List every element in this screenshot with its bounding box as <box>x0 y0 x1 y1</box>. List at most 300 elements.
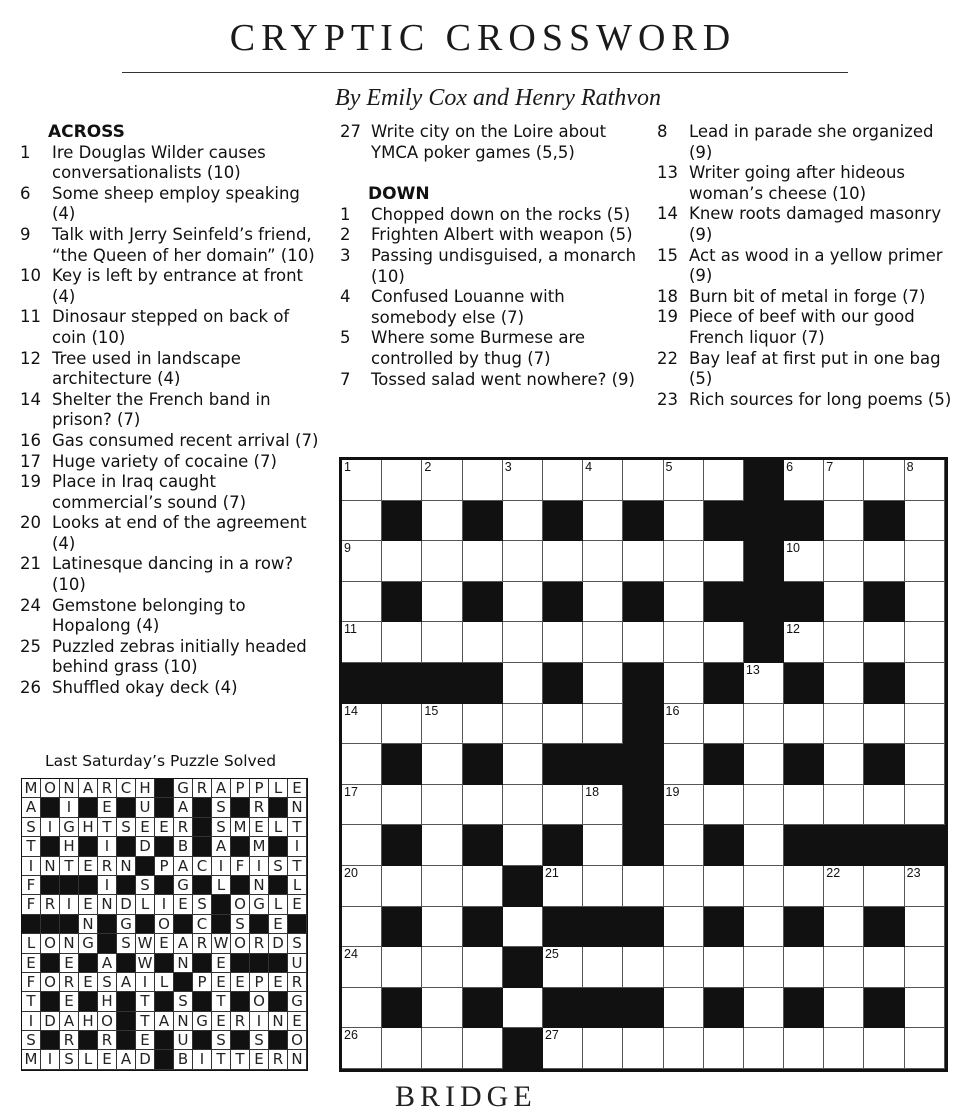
answer-cell[interactable] <box>905 785 945 826</box>
answer-cell[interactable] <box>864 622 904 663</box>
solved-letter-cell: O <box>41 973 60 992</box>
answer-cell[interactable] <box>583 825 623 866</box>
answer-cell[interactable] <box>342 704 382 745</box>
answer-cell[interactable] <box>784 622 824 663</box>
answer-cell[interactable] <box>905 744 945 785</box>
answer-cell[interactable] <box>342 501 382 542</box>
solved-black-cell <box>41 1031 60 1050</box>
answer-cell[interactable] <box>744 785 784 826</box>
solved-letter-cell: A <box>79 779 98 798</box>
solved-letter-cell: I <box>288 837 307 856</box>
across-heading: ACROSS <box>48 122 125 142</box>
answer-cell[interactable] <box>342 947 382 988</box>
black-square <box>543 582 583 623</box>
solved-black-cell <box>212 895 231 914</box>
answer-cell[interactable] <box>422 622 462 663</box>
across-clue[interactable] <box>20 678 320 699</box>
answer-cell[interactable] <box>503 744 543 785</box>
answer-cell[interactable] <box>422 866 462 907</box>
answer-cell[interactable] <box>463 785 503 826</box>
answer-cell[interactable] <box>342 582 382 623</box>
answer-cell[interactable] <box>382 866 422 907</box>
answer-cell[interactable] <box>463 947 503 988</box>
answer-cell[interactable] <box>664 704 704 745</box>
solved-letter-cell: T <box>212 1050 231 1069</box>
solved-letter-cell: N <box>41 857 60 876</box>
answer-cell[interactable] <box>864 866 904 907</box>
answer-cell[interactable] <box>583 541 623 582</box>
answer-cell[interactable] <box>422 704 462 745</box>
answer-cell[interactable] <box>864 541 904 582</box>
answer-cell[interactable] <box>905 460 945 501</box>
answer-cell[interactable] <box>864 947 904 988</box>
solved-black-cell <box>288 915 307 934</box>
answer-cell[interactable] <box>382 704 422 745</box>
solved-black-cell <box>193 837 212 856</box>
answer-cell[interactable] <box>342 1028 382 1069</box>
across-clue[interactable] <box>20 266 320 307</box>
black-square <box>784 582 824 623</box>
answer-cell[interactable] <box>824 785 864 826</box>
solved-letter-cell: H <box>79 1012 98 1031</box>
across-clue[interactable] <box>20 637 320 678</box>
answer-cell[interactable] <box>744 663 784 704</box>
answer-cell[interactable] <box>422 988 462 1029</box>
answer-cell[interactable] <box>342 988 382 1029</box>
answer-cell[interactable] <box>824 704 864 745</box>
solved-black-cell <box>41 876 60 895</box>
answer-cell[interactable] <box>503 825 543 866</box>
answer-cell[interactable] <box>503 785 543 826</box>
answer-cell[interactable] <box>784 704 824 745</box>
black-square <box>784 825 824 866</box>
solved-letter-cell: M <box>231 818 250 837</box>
solved-letter-cell: W <box>136 934 155 953</box>
answer-cell[interactable] <box>824 744 864 785</box>
crossword-grid[interactable] <box>339 457 948 1072</box>
answer-cell[interactable] <box>503 907 543 948</box>
clue-number: 19 <box>657 307 678 327</box>
solved-letter-cell: E <box>288 779 307 798</box>
answer-cell[interactable] <box>422 541 462 582</box>
answer-cell[interactable] <box>382 785 422 826</box>
answer-cell[interactable] <box>905 988 945 1029</box>
clue-text: Latinesque dancing in a row? (10) <box>52 554 294 595</box>
cell-number: 13 <box>745 662 760 677</box>
answer-cell[interactable] <box>503 501 543 542</box>
solved-letter-cell: I <box>60 798 79 817</box>
answer-cell[interactable] <box>824 622 864 663</box>
solved-letter-cell: S <box>174 992 193 1011</box>
solved-letter-cell: E <box>98 798 117 817</box>
clue-number: 5 <box>340 328 351 348</box>
solved-black-cell <box>269 992 288 1011</box>
solved-black-cell <box>155 779 174 798</box>
answer-cell[interactable] <box>422 582 462 623</box>
answer-cell[interactable] <box>664 460 704 501</box>
answer-cell[interactable] <box>824 1028 864 1069</box>
solved-letter-cell: T <box>231 1050 250 1069</box>
solved-letter-cell: A <box>22 798 41 817</box>
black-square <box>382 663 422 704</box>
solved-letter-cell: F <box>22 876 41 895</box>
down-clue[interactable] <box>340 328 640 369</box>
answer-cell[interactable] <box>342 541 382 582</box>
clue-text: Talk with Jerry Seinfeld’s friend, “the Queen of her domain” (10) <box>52 224 315 265</box>
across-clue[interactable] <box>20 225 320 266</box>
answer-cell[interactable] <box>824 988 864 1029</box>
solved-letter-cell: G <box>60 818 79 837</box>
answer-cell[interactable] <box>422 785 462 826</box>
solved-black-cell <box>155 876 174 895</box>
answer-cell[interactable] <box>905 947 945 988</box>
answer-cell[interactable] <box>583 582 623 623</box>
answer-cell[interactable] <box>824 947 864 988</box>
cell-number: 5 <box>665 460 673 474</box>
down-clue[interactable] <box>657 122 957 163</box>
answer-cell[interactable] <box>583 460 623 501</box>
answer-cell[interactable] <box>664 988 704 1029</box>
answer-cell[interactable] <box>422 744 462 785</box>
solved-letter-cell: A <box>60 1012 79 1031</box>
down-clue[interactable] <box>340 225 640 246</box>
answer-cell[interactable] <box>342 907 382 948</box>
answer-cell[interactable] <box>664 541 704 582</box>
answer-cell[interactable] <box>744 907 784 948</box>
answer-cell[interactable] <box>664 1028 704 1069</box>
answer-cell[interactable] <box>623 541 663 582</box>
black-square <box>623 744 663 785</box>
answer-cell[interactable] <box>422 825 462 866</box>
solved-black-cell <box>155 798 174 817</box>
answer-cell[interactable] <box>583 785 623 826</box>
solved-letter-cell: L <box>212 876 231 895</box>
solved-letter-cell: S <box>136 876 155 895</box>
solved-letter-cell: G <box>288 992 307 1011</box>
black-square <box>543 744 583 785</box>
solved-letter-cell: M <box>250 837 269 856</box>
answer-cell[interactable] <box>664 501 704 542</box>
answer-cell[interactable] <box>704 785 744 826</box>
answer-cell[interactable] <box>583 663 623 704</box>
across-clue[interactable] <box>20 513 320 554</box>
solved-letter-cell: R <box>98 779 117 798</box>
answer-cell[interactable] <box>824 501 864 542</box>
answer-cell[interactable] <box>583 1028 623 1069</box>
solved-black-cell <box>212 915 231 934</box>
cell-number: 12 <box>786 622 800 637</box>
answer-cell[interactable] <box>744 744 784 785</box>
solved-letter-cell: I <box>193 1050 212 1069</box>
answer-cell[interactable] <box>905 704 945 745</box>
clues-column-middle <box>340 122 640 390</box>
clue-text: Ire Douglas Wilder causes conversationalists (10) <box>52 142 266 183</box>
solved-black-cell <box>117 954 136 973</box>
cell-number: 21 <box>544 865 559 880</box>
answer-cell[interactable] <box>503 622 543 663</box>
answer-cell[interactable] <box>543 460 583 501</box>
answer-cell[interactable] <box>503 988 543 1029</box>
across-clue[interactable] <box>20 431 320 452</box>
answer-cell[interactable] <box>463 866 503 907</box>
answer-cell[interactable] <box>824 663 864 704</box>
black-square <box>824 825 864 866</box>
answer-cell[interactable] <box>704 704 744 745</box>
across-clue[interactable] <box>20 143 320 184</box>
clue-number: 8 <box>657 122 668 141</box>
answer-cell[interactable] <box>583 622 623 663</box>
solved-letter-cell: S <box>117 934 136 953</box>
answer-cell[interactable] <box>342 744 382 785</box>
across-clue[interactable] <box>20 349 320 390</box>
down-clue[interactable] <box>657 163 957 204</box>
answer-cell[interactable] <box>623 866 663 907</box>
solved-letter-cell: M <box>22 779 41 798</box>
answer-cell[interactable] <box>503 704 543 745</box>
down-clue[interactable] <box>340 205 640 226</box>
across-clue[interactable] <box>20 554 320 595</box>
answer-cell[interactable] <box>704 541 744 582</box>
answer-cell[interactable] <box>422 907 462 948</box>
answer-cell[interactable] <box>784 947 824 988</box>
answer-cell[interactable] <box>463 1028 503 1069</box>
answer-cell[interactable] <box>864 460 904 501</box>
solved-letter-cell: P <box>231 779 250 798</box>
solved-letter-cell: L <box>269 895 288 914</box>
answer-cell[interactable] <box>342 622 382 663</box>
black-square <box>623 785 663 826</box>
answer-cell[interactable] <box>664 825 704 866</box>
answer-cell[interactable] <box>744 825 784 866</box>
solved-letter-cell: O <box>98 1012 117 1031</box>
answer-cell[interactable] <box>704 1028 744 1069</box>
clue-number: 9 <box>20 224 31 244</box>
black-square <box>864 501 904 542</box>
answer-cell[interactable] <box>664 582 704 623</box>
across-clue[interactable] <box>20 307 320 348</box>
answer-cell[interactable] <box>543 1028 583 1069</box>
answer-cell[interactable] <box>824 460 864 501</box>
answer-cell[interactable] <box>784 1028 824 1069</box>
across-clue[interactable] <box>20 472 320 513</box>
answer-cell[interactable] <box>744 947 784 988</box>
down-clue[interactable] <box>657 287 957 308</box>
answer-cell[interactable] <box>623 947 663 988</box>
answer-cell[interactable] <box>664 907 704 948</box>
answer-cell[interactable] <box>824 866 864 907</box>
answer-cell[interactable] <box>382 947 422 988</box>
answer-cell[interactable] <box>824 541 864 582</box>
answer-cell[interactable] <box>422 460 462 501</box>
solved-letter-cell: C <box>193 857 212 876</box>
down-clue[interactable] <box>340 370 640 391</box>
solved-letter-cell: E <box>269 915 288 934</box>
answer-cell[interactable] <box>543 947 583 988</box>
answer-cell[interactable] <box>905 622 945 663</box>
answer-cell[interactable] <box>543 785 583 826</box>
solved-letter-cell: S <box>212 1031 231 1050</box>
down-clue[interactable] <box>657 307 957 348</box>
solved-letter-cell: I <box>22 1012 41 1031</box>
answer-cell[interactable] <box>744 1028 784 1069</box>
answer-cell[interactable] <box>583 704 623 745</box>
across-clue[interactable] <box>20 596 320 637</box>
solved-black-cell <box>155 992 174 1011</box>
answer-cell[interactable] <box>824 907 864 948</box>
answer-cell[interactable] <box>905 1028 945 1069</box>
clue-text: Chopped down on the rocks (5) <box>371 204 631 224</box>
answer-cell[interactable] <box>583 947 623 988</box>
black-square <box>864 582 904 623</box>
answer-cell[interactable] <box>905 501 945 542</box>
answer-cell[interactable] <box>664 744 704 785</box>
cell-number: 6 <box>786 460 794 474</box>
answer-cell[interactable] <box>543 704 583 745</box>
down-clue[interactable] <box>657 204 957 245</box>
solved-black-cell <box>79 954 98 973</box>
solved-letter-cell: L <box>288 876 307 895</box>
answer-cell[interactable] <box>704 866 744 907</box>
solved-letter-cell: R <box>174 818 193 837</box>
answer-cell[interactable] <box>623 1028 663 1069</box>
solved-black-cell <box>231 876 250 895</box>
solved-black-cell <box>79 798 98 817</box>
clue-number: 7 <box>340 369 351 389</box>
answer-cell[interactable] <box>784 460 824 501</box>
answer-cell[interactable] <box>503 663 543 704</box>
solved-letter-cell: T <box>136 1012 155 1031</box>
solved-letter-cell: E <box>250 1050 269 1069</box>
answer-cell[interactable] <box>704 460 744 501</box>
black-square <box>784 663 824 704</box>
solved-letter-cell: U <box>174 1031 193 1050</box>
answer-cell[interactable] <box>583 501 623 542</box>
solved-black-cell <box>79 1031 98 1050</box>
solved-letter-cell: T <box>288 818 307 837</box>
answer-cell[interactable] <box>503 541 543 582</box>
answer-cell[interactable] <box>905 866 945 907</box>
answer-cell[interactable] <box>623 460 663 501</box>
clue-number: 23 <box>657 389 678 409</box>
answer-cell[interactable] <box>905 582 945 623</box>
solved-black-cell <box>79 876 98 895</box>
answer-cell[interactable] <box>543 866 583 907</box>
answer-cell[interactable] <box>463 460 503 501</box>
answer-cell[interactable] <box>824 582 864 623</box>
answer-cell[interactable] <box>382 460 422 501</box>
answer-cell[interactable] <box>463 622 503 663</box>
solved-letter-cell: G <box>250 895 269 914</box>
answer-cell[interactable] <box>784 541 824 582</box>
answer-cell[interactable] <box>543 541 583 582</box>
answer-cell[interactable] <box>543 622 583 663</box>
answer-cell[interactable] <box>905 663 945 704</box>
black-square <box>704 501 744 542</box>
answer-cell[interactable] <box>463 541 503 582</box>
answer-cell[interactable] <box>744 866 784 907</box>
black-square <box>864 663 904 704</box>
answer-cell[interactable] <box>784 785 824 826</box>
answer-cell[interactable] <box>664 663 704 704</box>
clue-text: Bay leaf at first put in one bag (5) <box>689 348 941 389</box>
answer-cell[interactable] <box>422 501 462 542</box>
black-square <box>382 988 422 1029</box>
black-square <box>864 825 904 866</box>
solved-letter-cell: I <box>212 857 231 876</box>
down-clue[interactable] <box>340 287 640 328</box>
answer-cell[interactable] <box>382 1028 422 1069</box>
solved-black-cell <box>155 1031 174 1050</box>
answer-cell[interactable] <box>342 460 382 501</box>
solved-letter-cell: N <box>174 954 193 973</box>
answer-cell[interactable] <box>342 825 382 866</box>
answer-cell[interactable] <box>503 582 543 623</box>
answer-cell[interactable] <box>382 541 422 582</box>
answer-cell[interactable] <box>864 785 904 826</box>
answer-cell[interactable] <box>422 1028 462 1069</box>
answer-cell[interactable] <box>744 988 784 1029</box>
down-clue[interactable] <box>657 349 957 390</box>
answer-cell[interactable] <box>583 866 623 907</box>
answer-cell[interactable] <box>905 541 945 582</box>
answer-cell[interactable] <box>704 622 744 663</box>
black-square <box>784 744 824 785</box>
solved-letter-cell: L <box>155 973 174 992</box>
answer-cell[interactable] <box>664 947 704 988</box>
down-clue[interactable] <box>657 246 957 287</box>
cell-number: 8 <box>906 460 914 474</box>
down-clues-column-right <box>657 122 957 410</box>
answer-cell[interactable] <box>422 947 462 988</box>
answer-cell[interactable] <box>623 622 663 663</box>
across-clue[interactable] <box>20 452 320 473</box>
solved-letter-cell: I <box>98 837 117 856</box>
answer-cell[interactable] <box>704 947 744 988</box>
across-clue[interactable] <box>340 122 640 163</box>
solved-letter-cell: F <box>22 895 41 914</box>
black-square <box>623 501 663 542</box>
answer-cell[interactable] <box>664 622 704 663</box>
answer-cell[interactable] <box>342 785 382 826</box>
answer-cell[interactable] <box>744 704 784 745</box>
solved-letter-cell: U <box>288 954 307 973</box>
down-clue[interactable] <box>657 390 957 411</box>
answer-cell[interactable] <box>905 907 945 948</box>
solved-letter-cell: G <box>174 876 193 895</box>
solved-black-cell <box>60 876 79 895</box>
answer-cell[interactable] <box>784 866 824 907</box>
solved-letter-cell: E <box>288 895 307 914</box>
down-clue[interactable] <box>340 246 640 287</box>
solved-letter-cell: N <box>79 915 98 934</box>
answer-cell[interactable] <box>864 1028 904 1069</box>
solved-letter-cell: R <box>193 934 212 953</box>
black-square <box>784 988 824 1029</box>
answer-cell[interactable] <box>382 622 422 663</box>
answer-cell[interactable] <box>463 704 503 745</box>
answer-cell[interactable] <box>864 704 904 745</box>
across-clue[interactable] <box>20 184 320 225</box>
answer-cell[interactable] <box>664 785 704 826</box>
black-square <box>583 907 623 948</box>
answer-cell[interactable] <box>664 866 704 907</box>
answer-cell[interactable] <box>503 460 543 501</box>
solved-letter-cell: E <box>98 1050 117 1069</box>
answer-cell[interactable] <box>342 866 382 907</box>
solved-letter-cell: E <box>136 818 155 837</box>
solved-letter-cell: L <box>136 895 155 914</box>
across-clue[interactable] <box>20 390 320 431</box>
